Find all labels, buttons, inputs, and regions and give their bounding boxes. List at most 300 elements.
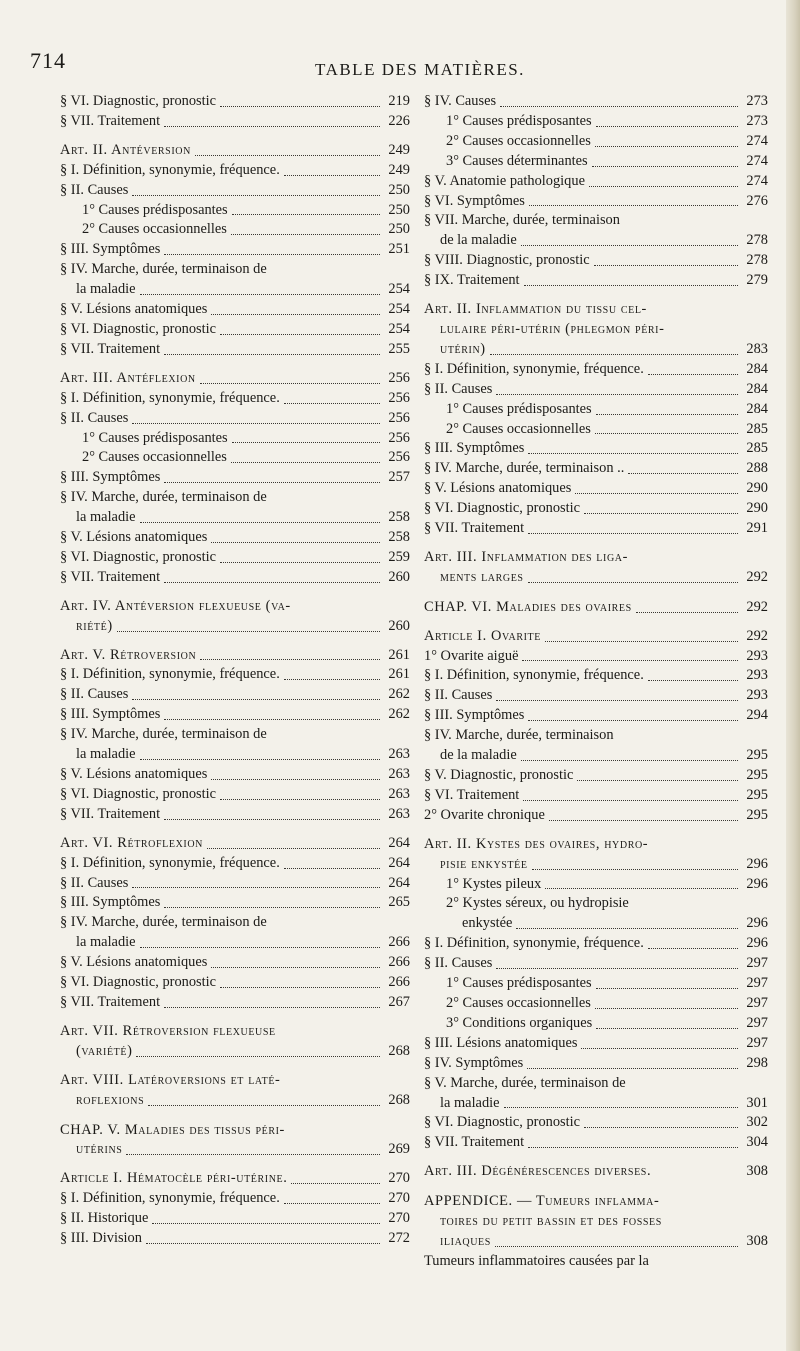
toc-entry-title: 2° Ovarite chronique <box>424 806 545 823</box>
toc-entry <box>60 369 410 389</box>
toc-entry-title: § II. Causes <box>60 874 129 891</box>
toc-entry <box>424 112 768 132</box>
toc-entry-title: Art. II. Antéversion <box>60 141 191 158</box>
toc-entry-title: § VII. Traitement <box>424 1134 525 1151</box>
toc-entry <box>60 597 410 637</box>
toc-page-number: 284 <box>746 400 768 417</box>
toc-entry <box>60 725 410 765</box>
leader-dots <box>211 779 380 780</box>
leader-dots <box>628 473 738 474</box>
toc-entry <box>424 300 768 360</box>
toc-entry <box>60 1209 410 1229</box>
toc-entry-title: de la maladie <box>440 232 517 249</box>
toc-page-number: 261 <box>388 666 410 683</box>
leader-dots <box>496 700 738 701</box>
leader-dots <box>584 513 738 514</box>
toc-entry-title: 1° Causes prédisposantes <box>446 975 592 992</box>
toc-page-number: 292 <box>746 598 768 615</box>
toc-entry-title: 1° Kystes pileux <box>446 875 542 892</box>
toc-entry <box>60 240 410 260</box>
toc-page-number: 297 <box>746 975 768 992</box>
toc-entry-title: ments larges <box>440 568 524 585</box>
toc-entry <box>424 1252 768 1272</box>
leader-dots <box>220 334 380 335</box>
toc-entry <box>424 380 768 400</box>
leader-dots <box>592 166 738 167</box>
toc-entry-title: § VII. Marche, durée, terminaison <box>424 212 620 229</box>
toc-entry-title: § VI. Diagnostic, pronostic <box>424 500 581 517</box>
toc-entry-title: § I. Définition, synonymie, fréquence. <box>60 854 280 871</box>
toc-entry-title: § IV. Marche, durée, terminaison de <box>60 489 267 506</box>
toc-entry-title: § II. Historique <box>60 1210 149 1227</box>
toc-column-left <box>60 92 410 1249</box>
toc-column-right <box>424 92 768 1272</box>
toc-entry-title: § VI. Traitement <box>424 786 520 803</box>
toc-entry-title: 1° Causes prédisposantes <box>82 201 228 218</box>
leader-dots <box>595 146 738 147</box>
toc-entry <box>60 320 410 340</box>
toc-entry <box>424 706 768 726</box>
toc-entry <box>424 271 768 291</box>
toc-entry <box>424 251 768 271</box>
toc-page-number: 270 <box>388 1170 410 1187</box>
toc-page-number: 304 <box>746 1134 768 1151</box>
leader-dots <box>220 562 380 563</box>
leader-dots <box>648 374 738 375</box>
toc-entry-title: § III. Symptômes <box>424 707 525 724</box>
toc-entry <box>60 92 410 112</box>
leader-dots <box>117 631 380 632</box>
toc-entry <box>424 360 768 380</box>
toc-entry <box>60 488 410 528</box>
toc-entry <box>424 726 768 766</box>
toc-page-number: 263 <box>388 766 410 782</box>
leader-dots <box>589 186 738 187</box>
toc-entry <box>424 666 768 686</box>
toc-entry-title: § VII. Traitement <box>60 112 161 129</box>
toc-entry <box>60 1169 410 1189</box>
toc-page-number: 264 <box>388 834 410 851</box>
toc-page-number: 262 <box>388 686 410 703</box>
toc-page-number: 254 <box>388 301 410 318</box>
toc-entry-title: § II. Causes <box>60 181 129 198</box>
toc-page-number: 295 <box>746 747 768 764</box>
toc-entry <box>60 389 410 409</box>
toc-entry-title: § V. Diagnostic, pronostic <box>424 767 574 783</box>
toc-entry <box>424 1162 768 1182</box>
toc-page-number: 266 <box>388 954 410 971</box>
toc-page-number: 250 <box>388 221 410 238</box>
toc-page-number: 285 <box>746 440 768 457</box>
leader-dots <box>284 679 380 680</box>
toc-page-number: 260 <box>388 568 410 585</box>
toc-entry <box>60 528 410 548</box>
page-number: 714 <box>30 48 66 73</box>
toc-page-number: 251 <box>388 241 410 258</box>
toc-page-number: 261 <box>388 646 410 663</box>
leader-dots <box>284 175 380 176</box>
toc-entry-title: la maladie <box>76 281 136 298</box>
toc-entry <box>424 439 768 459</box>
leader-dots <box>140 522 380 523</box>
leader-dots <box>532 869 738 870</box>
toc-entry <box>424 806 768 826</box>
toc-entry-title: § III. Division <box>60 1230 142 1247</box>
toc-entry-title: § III. Symptômes <box>60 706 161 723</box>
toc-entry-title: Art. IV. Antéversion flexueuse (va- <box>60 597 291 614</box>
toc-entry <box>424 835 768 875</box>
toc-entry-title: 1° Causes prédisposantes <box>82 429 228 446</box>
leader-dots <box>528 582 738 583</box>
toc-entry <box>424 132 768 152</box>
toc-entry-title: § I. Définition, synonymie, fréquence. <box>60 666 280 683</box>
leader-dots <box>504 1107 738 1108</box>
leader-dots <box>232 442 380 443</box>
toc-entry-title: § I. Définition, synonymie, fréquence. <box>424 935 644 952</box>
toc-page-number: 283 <box>746 340 768 357</box>
leader-dots <box>207 848 380 849</box>
toc-entry-title: § V. Anatomie pathologique <box>424 172 585 189</box>
toc-entry <box>60 913 410 953</box>
toc-entry-title: Article I. Hématocèle péri-utérine. <box>60 1170 288 1187</box>
toc-entry <box>424 1192 768 1252</box>
leader-dots <box>490 354 738 355</box>
toc-page-number: 250 <box>388 181 410 198</box>
leader-dots <box>220 799 380 800</box>
toc-page-number: 284 <box>746 360 768 377</box>
toc-page-number: 264 <box>388 874 410 891</box>
toc-page-number: 292 <box>746 627 768 644</box>
toc-entry-title: Tumeurs inflammatoires causées par la <box>424 1252 649 1269</box>
toc-entry-title: utérins <box>76 1141 123 1158</box>
toc-page-number: 308 <box>746 1232 768 1249</box>
leader-dots <box>522 660 738 661</box>
toc-entry <box>60 161 410 181</box>
leader-dots <box>529 205 738 206</box>
leader-dots <box>528 1147 738 1148</box>
toc-entry <box>60 141 410 161</box>
toc-page-number: 295 <box>746 786 768 803</box>
toc-entry <box>60 805 410 825</box>
toc-entry-title: § VI. Diagnostic, pronostic <box>60 320 217 337</box>
leader-dots <box>231 234 380 235</box>
leader-dots <box>596 414 738 415</box>
toc-entry-title: utérin) <box>440 340 486 357</box>
leader-dots <box>164 819 380 820</box>
toc-page-number: 294 <box>746 707 768 724</box>
toc-entry <box>60 300 410 320</box>
toc-entry <box>60 993 410 1013</box>
leader-dots <box>211 314 380 315</box>
toc-page-number: 262 <box>388 706 410 723</box>
toc-entry-title: § VII. Traitement <box>60 805 161 822</box>
toc-entry <box>60 874 410 894</box>
toc-entry <box>424 172 768 192</box>
toc-entry-title: § V. Lésions anatomiques <box>60 301 208 318</box>
toc-entry-title: § IV. Marche, durée, terminaison <box>424 727 614 744</box>
toc-page-number: 257 <box>388 469 410 486</box>
toc-entry <box>60 1022 410 1062</box>
leader-dots <box>132 195 380 196</box>
toc-page-number: 259 <box>388 548 410 565</box>
toc-entry <box>424 92 768 112</box>
leader-dots <box>549 820 738 821</box>
leader-dots <box>636 612 738 613</box>
toc-entry <box>60 953 410 973</box>
toc-entry-title: 3° Conditions organiques <box>446 1014 593 1031</box>
leader-dots <box>524 285 738 286</box>
toc-entry <box>60 785 410 805</box>
toc-page-number: 273 <box>746 112 768 129</box>
toc-page-number: 270 <box>388 1210 410 1227</box>
toc-entry <box>424 598 768 618</box>
leader-dots <box>164 126 380 127</box>
toc-entry-title: lulaire péri-utérin (phlegmon péri- <box>440 320 665 337</box>
toc-page-number: 266 <box>388 934 410 951</box>
toc-entry-title: § III. Symptômes <box>424 440 525 457</box>
toc-entry <box>424 686 768 706</box>
leader-dots <box>140 947 380 948</box>
toc-page-number: 258 <box>388 509 410 526</box>
toc-page-number: 256 <box>388 409 410 426</box>
toc-entry-title: CHAP. VI. Maladies des ovaires <box>424 598 632 615</box>
toc-entry-title: 2° Causes occasionnelles <box>82 449 227 466</box>
toc-entry <box>60 201 410 221</box>
toc-page-number: 256 <box>388 429 410 446</box>
toc-page-number: 254 <box>388 281 410 298</box>
toc-entry-title: la maladie <box>76 934 136 951</box>
toc-entry-title: toires du petit bassin et des fosses <box>440 1213 662 1230</box>
toc-page-number: 266 <box>388 974 410 991</box>
toc-entry <box>60 1071 410 1111</box>
toc-page-number: 226 <box>388 112 410 129</box>
toc-entry <box>424 994 768 1014</box>
toc-page-number: 256 <box>388 369 410 386</box>
toc-entry-title: de la maladie <box>440 747 517 764</box>
toc-entry-title: Art. III. Antéflexion <box>60 369 196 386</box>
toc-entry-title: enkystée <box>462 915 513 932</box>
toc-page-number: 263 <box>388 746 410 763</box>
toc-entry-title: § VI. Diagnostic, pronostic <box>60 548 217 565</box>
toc-page-number: 296 <box>746 855 768 872</box>
toc-page-number: 219 <box>388 93 410 109</box>
toc-entry-title: § III. Symptômes <box>60 241 161 258</box>
toc-page-number: 268 <box>388 1042 410 1059</box>
toc-entry-title: § VI. Diagnostic, pronostic <box>60 785 217 802</box>
leader-dots <box>291 1183 380 1184</box>
leader-dots <box>200 659 380 660</box>
toc-page-number: 285 <box>746 420 768 437</box>
toc-entry <box>60 1189 410 1209</box>
toc-entry-title: Art. VII. Rétroversion flexueuse <box>60 1022 276 1039</box>
toc-entry <box>60 548 410 568</box>
toc-entry <box>424 420 768 440</box>
toc-entry-title: § II. Causes <box>424 955 493 972</box>
toc-page-number: 290 <box>746 500 768 517</box>
toc-page-number: 274 <box>746 132 768 149</box>
toc-entry-title: § VIII. Diagnostic, pronostic <box>424 252 590 269</box>
leader-dots <box>232 214 380 215</box>
toc-entry <box>424 766 768 786</box>
toc-page-number: 278 <box>746 252 768 269</box>
toc-entry <box>60 568 410 588</box>
toc-entry-title: § II. Causes <box>60 686 129 703</box>
leader-dots <box>596 1028 738 1029</box>
toc-entry <box>60 220 410 240</box>
toc-page-number: 293 <box>746 667 768 684</box>
toc-entry <box>60 685 410 705</box>
toc-entry-title: § IX. Traitement <box>424 272 520 289</box>
toc-page-number: 263 <box>388 805 410 822</box>
toc-entry <box>424 211 768 251</box>
toc-entry <box>60 973 410 993</box>
leader-dots <box>527 1068 738 1069</box>
toc-page-number: 272 <box>388 1230 410 1247</box>
leader-dots <box>496 394 738 395</box>
toc-page-number: 291 <box>746 520 768 537</box>
leader-dots <box>164 582 380 583</box>
toc-entry-title: § II. Causes <box>424 380 493 397</box>
toc-entry-title: Art. III. Inflammation des liga- <box>424 548 628 565</box>
toc-entry <box>424 954 768 974</box>
leader-dots <box>132 887 380 888</box>
toc-entry-title: § V. Lésions anatomiques <box>60 766 208 782</box>
toc-entry <box>60 854 410 874</box>
toc-page-number: 250 <box>388 201 410 218</box>
toc-entry-title: § V. Lésions anatomiques <box>60 954 208 971</box>
toc-entry-title: Art. II. Kystes des ovaires, hydro- <box>424 835 649 852</box>
toc-entry <box>60 834 410 854</box>
toc-entry-title: Art. III. Dégénérescences diverses. <box>424 1163 652 1180</box>
leader-dots <box>595 1008 738 1009</box>
toc-entry-title: 2° Causes occasionnelles <box>446 420 591 437</box>
leader-dots <box>284 1203 380 1204</box>
leader-dots <box>284 868 380 869</box>
toc-entry-title: la maladie <box>76 746 136 763</box>
leader-dots <box>575 493 738 494</box>
toc-entry-title: APPENDICE. — Tumeurs inflamma- <box>424 1193 660 1210</box>
leader-dots <box>148 1105 380 1106</box>
toc-entry-title: § IV. Marche, durée, terminaison de <box>60 726 267 743</box>
leader-dots <box>231 462 380 463</box>
leader-dots <box>496 968 738 969</box>
toc-entry <box>424 934 768 954</box>
leader-dots <box>136 1056 380 1057</box>
toc-page-number: 274 <box>746 172 768 189</box>
leader-dots <box>152 1223 380 1224</box>
toc-entry-title: 2° Kystes séreux, ou hydropisie <box>446 895 629 912</box>
leader-dots <box>164 907 380 908</box>
leader-dots <box>195 155 380 156</box>
toc-entry <box>424 548 768 588</box>
toc-entry-title: Article I. Ovarite <box>424 627 541 644</box>
toc-entry-title: § IV. Marche, durée, terminaison de <box>60 914 267 931</box>
toc-entry <box>60 1121 410 1161</box>
toc-entry <box>60 429 410 449</box>
toc-page-number: 254 <box>388 320 410 337</box>
toc-page-number: 278 <box>746 232 768 249</box>
toc-entry-title: la maladie <box>440 1094 500 1111</box>
toc-entry-title: § I. Définition, synonymie, fréquence. <box>424 360 644 377</box>
toc-entry <box>424 974 768 994</box>
leader-dots <box>648 948 738 949</box>
leader-dots <box>200 383 380 384</box>
leader-dots <box>523 800 738 801</box>
toc-entry <box>424 1014 768 1034</box>
toc-entry-title: § III. Lésions anatomiques <box>424 1034 578 1051</box>
leader-dots <box>140 294 380 295</box>
toc-page-number: 297 <box>746 1034 768 1051</box>
toc-page-number: 268 <box>388 1091 410 1108</box>
leader-dots <box>132 423 380 424</box>
toc-page-number: 276 <box>746 192 768 209</box>
toc-entry-title: Art. VI. Rétroflexion <box>60 834 203 851</box>
toc-entry <box>60 893 410 913</box>
toc-page-number: 265 <box>388 894 410 911</box>
toc-entry-title: 2° Causes occasionnelles <box>82 221 227 238</box>
toc-page-number: 295 <box>746 767 768 783</box>
toc-page-number: 249 <box>388 141 410 158</box>
leader-dots <box>516 928 738 929</box>
toc-entry-title: § VI. Diagnostic, pronostic <box>60 974 217 991</box>
toc-page-number: 256 <box>388 449 410 466</box>
leader-dots <box>521 760 738 761</box>
leader-dots <box>581 1048 738 1049</box>
toc-entry-title: roflexions <box>76 1091 145 1108</box>
leader-dots <box>577 780 738 781</box>
toc-page-number: 297 <box>746 1014 768 1031</box>
toc-entry <box>60 665 410 685</box>
toc-entry-title: Art. II. Inflammation du tissu cel- <box>424 301 647 318</box>
leader-dots <box>528 533 738 534</box>
leader-dots <box>284 403 380 404</box>
toc-entry <box>60 181 410 201</box>
leader-dots <box>521 245 738 246</box>
toc-entry-title: § V. Lésions anatomiques <box>424 480 572 497</box>
toc-entry <box>424 192 768 212</box>
toc-entry-title: § VII. Traitement <box>60 993 161 1010</box>
toc-entry <box>60 765 410 785</box>
toc-entry <box>424 894 768 934</box>
leader-dots <box>495 1246 738 1247</box>
toc-entry <box>424 1074 768 1114</box>
toc-entry <box>60 409 410 429</box>
leader-dots <box>596 126 738 127</box>
toc-entry-title: § II. Causes <box>424 687 493 704</box>
toc-page-number: 301 <box>746 1094 768 1111</box>
toc-entry-title: § III. Symptômes <box>60 894 161 911</box>
leader-dots <box>164 719 380 720</box>
toc-entry-title: Art. VIII. Latéroversions et laté- <box>60 1071 281 1088</box>
toc-page-number: 256 <box>388 389 410 406</box>
toc-entry <box>424 400 768 420</box>
toc-entry <box>424 499 768 519</box>
toc-entry-title: 1° Ovarite aiguë <box>424 647 519 664</box>
toc-entry-title: § VI. Diagnostic, pronostic <box>60 93 217 109</box>
toc-page-number: 308 <box>746 1163 768 1180</box>
toc-entry-title: § VI. Diagnostic, pronostic <box>424 1114 581 1131</box>
leader-dots <box>140 759 380 760</box>
toc-entry <box>424 152 768 172</box>
toc-entry <box>424 875 768 895</box>
page-edge <box>786 0 800 1351</box>
toc-entry <box>424 1133 768 1153</box>
toc-page-number: 258 <box>388 529 410 546</box>
toc-page-number: 279 <box>746 272 768 289</box>
toc-entry <box>60 340 410 360</box>
toc-entry-title: § IV. Marche, durée, terminaison de <box>60 261 267 278</box>
toc-entry <box>424 627 768 647</box>
